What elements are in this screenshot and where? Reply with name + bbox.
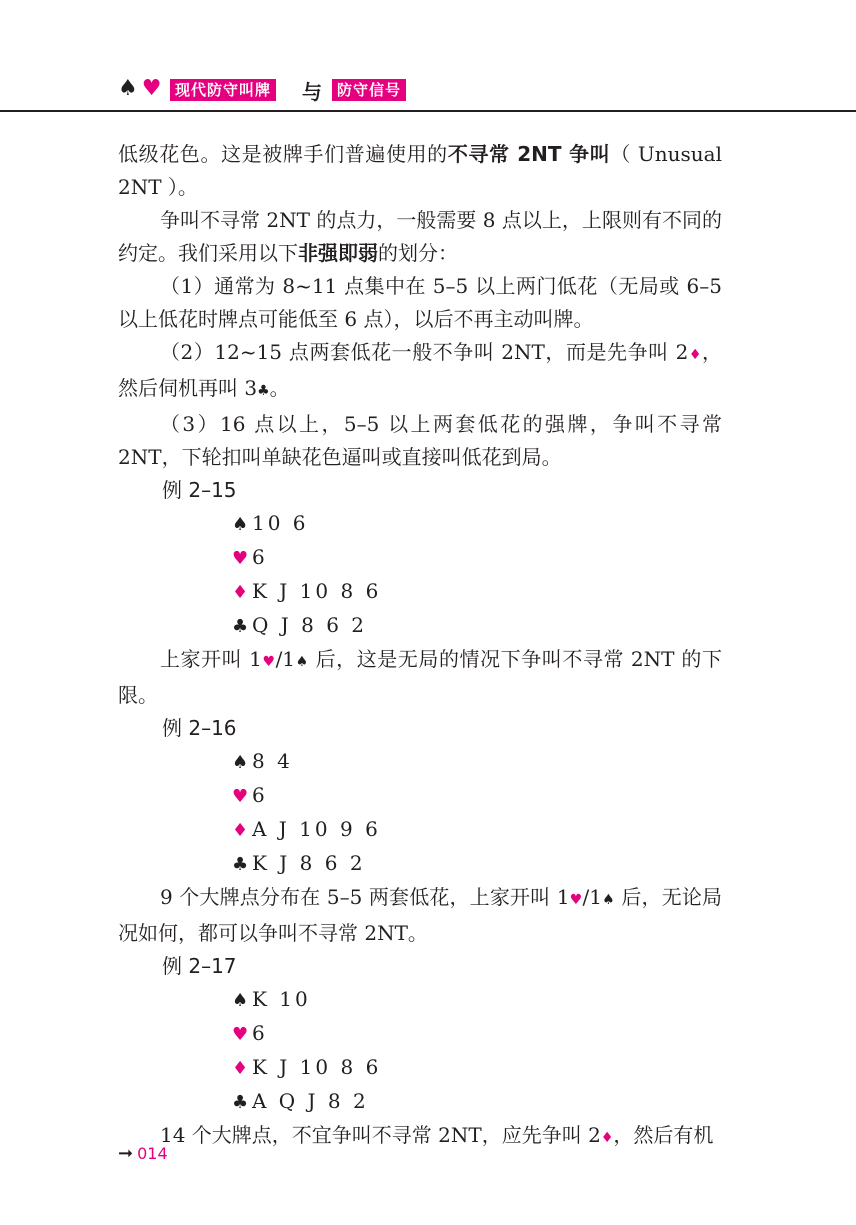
hand-diamonds: ♦K J 10 8 6 — [118, 1051, 722, 1085]
example-title: 例 2–16 — [162, 716, 237, 740]
club-icon: ♣ — [232, 1092, 252, 1113]
heart-icon: ♥ — [232, 548, 252, 569]
hand-hearts: ♥6 — [118, 541, 722, 575]
paragraph-unusual-2nt: 低级花色。这是被牌手们普遍使用的不寻常 2NT 争叫（ Unusual 2NT ）。 — [118, 142, 722, 199]
spade-icon: ♠ — [232, 514, 252, 535]
header-divider — [0, 110, 856, 112]
hand-spades: ♠10 6 — [118, 507, 722, 541]
spade-icon: ♠ — [118, 76, 138, 101]
spade-icon: ♠ — [295, 654, 309, 670]
club-icon: ♣ — [232, 616, 252, 637]
heart-icon: ♥ — [141, 76, 162, 101]
header-connector: 与 — [302, 80, 322, 104]
hand-diagram — [118, 507, 722, 643]
header-title-part2: 防守信号 — [332, 79, 406, 101]
paragraph-case-3: （3）16 点以上，5–5 以上两套低花的强牌，争叫不寻常 2NT，下轮扣叫单缺花色逼叫或直接叫低花到局。 — [118, 412, 722, 469]
hand-clubs: ♣K J 8 6 2 — [118, 847, 722, 881]
hand-diagram — [118, 983, 722, 1119]
hand-hearts: ♥6 — [118, 1017, 722, 1051]
page-header — [0, 0, 856, 112]
arrow-right-icon: ➞ — [118, 1143, 134, 1164]
heart-icon: ♥ — [232, 786, 252, 807]
example-comment: 9 个大牌点分布在 5–5 两套低花，上家开叫 1♥/1♠ 后，无论局况如何，都可以争叫不寻常 2NT。 — [118, 885, 723, 945]
hand-diamonds: ♦A J 10 9 6 — [118, 813, 722, 847]
paragraph-case-2: （2）12~15 点两套低花一般不争叫 2NT，而是先争叫 2♦，然后伺机再叫 3♣。 — [118, 340, 722, 400]
page-body — [118, 138, 722, 1155]
header-title-part1: 现代防守叫牌 — [170, 79, 276, 101]
club-icon: ♣ — [232, 854, 252, 875]
diamond-icon: ♦ — [600, 1130, 614, 1146]
diamond-icon: ♦ — [232, 1058, 252, 1079]
heart-icon: ♥ — [569, 892, 583, 908]
example-title: 例 2–17 — [162, 954, 237, 978]
hand-spades: ♠K 10 — [118, 983, 722, 1017]
page-footer — [118, 1143, 168, 1165]
header-suit-icons — [118, 76, 161, 102]
heart-icon: ♥ — [261, 654, 276, 670]
example-title: 例 2–15 — [162, 478, 237, 502]
heart-icon: ♥ — [232, 1024, 252, 1045]
spade-icon: ♠ — [232, 990, 252, 1011]
diamond-icon: ♦ — [232, 820, 252, 841]
example-comment: 上家开叫 1♥/1♠ 后，这是无局的情况下争叫不寻常 2NT 的下限。 — [118, 647, 722, 707]
paragraph-point-range: 争叫不寻常 2NT 的点力，一般需要 8 点以上，上限则有不同的约定。我们采用以下非强即弱的划分： — [118, 208, 722, 265]
diamond-icon: ♦ — [232, 582, 252, 603]
diamond-icon: ♦ — [688, 347, 702, 363]
term-unusual-2nt: 不寻常 2NT 争叫 — [447, 142, 611, 166]
hand-clubs: ♣Q J 8 6 2 — [118, 609, 722, 643]
page-number: 014 — [137, 1144, 168, 1163]
spade-icon: ♠ — [601, 892, 615, 908]
hand-spades: ♠8 4 — [118, 745, 722, 779]
hand-hearts: ♥6 — [118, 779, 722, 813]
spade-icon: ♠ — [232, 752, 252, 773]
hand-clubs: ♣A Q J 8 2 — [118, 1085, 722, 1119]
example-comment: 14 个大牌点，不宜争叫不寻常 2NT，应先争叫 2♦，然后有机 — [160, 1123, 714, 1147]
club-icon: ♣ — [257, 383, 270, 399]
hand-diamonds: ♦K J 10 8 6 — [118, 575, 722, 609]
paragraph-case-1: （1）通常为 8~11 点集中在 5–5 以上两门低花（无局或 6–5 以上低花时牌点可能低至 6 点），以后不再主动叫牌。 — [118, 274, 722, 331]
term-strong-or-weak: 非强即弱 — [298, 241, 378, 265]
hand-diagram — [118, 745, 722, 881]
